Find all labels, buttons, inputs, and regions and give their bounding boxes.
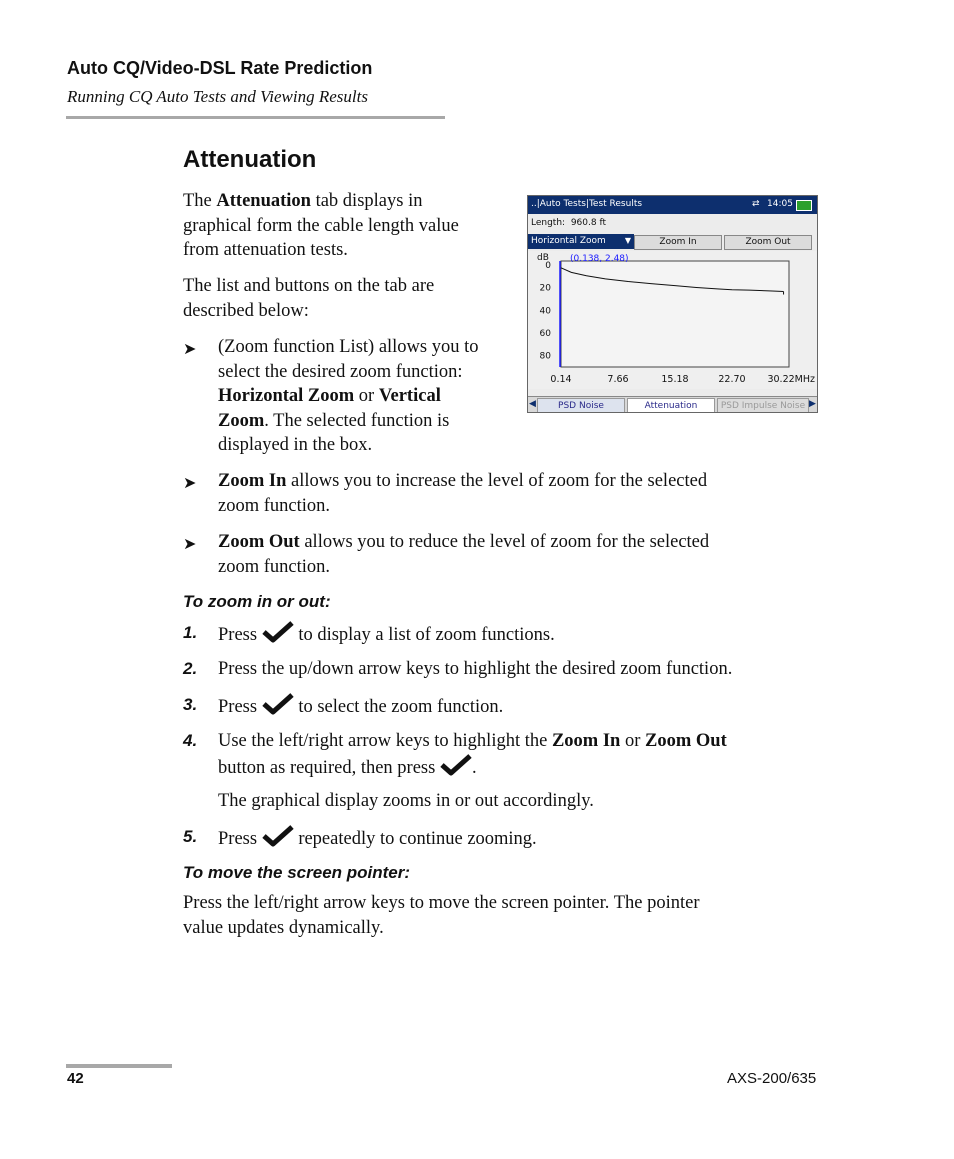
step-1-text: Press to display a list of zoom functions. [218, 621, 555, 648]
sync-icon: ⇄ [752, 199, 760, 209]
checkmark-icon [262, 825, 294, 847]
tab-scroll-right-icon[interactable]: ▶ [809, 399, 816, 409]
zoom-function-select[interactable]: Horizontal Zoom ▼ [528, 234, 634, 249]
x-tick-label: 30.22MHz [767, 374, 815, 385]
device-screenshot [527, 195, 818, 413]
tab-scroll-left-icon[interactable]: ◀ [529, 399, 536, 409]
device-title: ..|Auto Tests|Test Results [531, 199, 643, 209]
step-4-text: Use the left/right arrow keys to highlight the Zoom In or Zoom Out button as required, then press . [218, 731, 727, 778]
pointer-paragraph: Press the left/right arrow keys to move the screen pointer. The pointer value updates dynamically. [183, 893, 700, 938]
tab-psd-noise[interactable]: PSD Noise [537, 398, 625, 413]
section-title: Attenuation [183, 146, 317, 173]
bullet-arrow-icon: ➤ [183, 475, 197, 492]
tab-bar [528, 396, 817, 413]
x-tick-label: 15.18 [661, 374, 689, 385]
step-number: 5. [183, 827, 198, 846]
x-tick-label: 7.66 [607, 374, 629, 385]
header-rule [66, 116, 445, 119]
zoom-procedure-heading: To zoom in or out: [183, 592, 331, 611]
zoom-in-button[interactable]: Zoom In [634, 235, 722, 250]
product-model: AXS-200/635 [727, 1070, 817, 1087]
cursor-readout: (0.138, 2.48) [570, 254, 629, 264]
running-header-title: Auto CQ/Video-DSL Rate Prediction [67, 58, 373, 78]
footer-rule [66, 1064, 172, 1068]
step-3-text: Press to select the zoom function. [218, 693, 503, 720]
checkmark-icon [262, 621, 294, 643]
y-tick-label: 60 [539, 329, 551, 339]
list-intro-paragraph: The list and buttons on the tab are described below: [183, 276, 435, 321]
zoom-out-button[interactable]: Zoom Out [724, 235, 812, 250]
intro-paragraph: The Attenuation tab displays in graphical form the cable length value from attenuation tests. [183, 191, 459, 260]
device-titlebar [528, 196, 817, 214]
tab-attenuation[interactable]: Attenuation [627, 398, 715, 413]
step-number: 1. [183, 623, 198, 642]
x-tick-label: 22.70 [718, 374, 746, 385]
length-readout: Length: 960.8 ft [531, 218, 606, 228]
running-header-subtitle: Running CQ Auto Tests and Viewing Results [67, 87, 368, 106]
bullet-arrow-icon: ➤ [183, 536, 197, 553]
checkmark-icon [440, 754, 472, 776]
step-4-note: The graphical display zooms in or out accordingly. [218, 791, 594, 811]
dropdown-arrow-icon: ▼ [624, 236, 631, 245]
device-clock: 14:05 [767, 199, 793, 209]
bullet-zoom-in: Zoom In allows you to increase the level of zoom for the selected zoom function. [218, 471, 708, 516]
pointer-procedure-heading: To move the screen pointer: [183, 863, 411, 882]
battery-icon [796, 200, 812, 211]
tab-psd-impulse-noise[interactable]: PSD Impulse Noise [717, 398, 809, 413]
y-tick-label: 40 [539, 306, 551, 317]
bullet-zoom-function-list: (Zoom function List) allows you to select the desired zoom function: Horizontal Zoom or Vertical Zoom. The selected function is displayed in the box. [218, 337, 479, 455]
y-tick-label: 20 [539, 283, 551, 294]
step-number: 3. [183, 695, 198, 714]
y-tick-label: 0 [545, 261, 551, 271]
y-tick-label: 80 [539, 351, 551, 362]
x-tick-label: 0.14 [550, 374, 572, 385]
step-2-text: Press the up/down arrow keys to highlight the desired zoom function. [218, 659, 733, 679]
page-number: 42 [67, 1070, 84, 1087]
step-number: 2. [183, 659, 198, 678]
bullet-zoom-out: Zoom Out allows you to reduce the level of zoom for the selected zoom function. [218, 532, 710, 577]
bullet-arrow-icon: ➤ [183, 341, 197, 358]
y-axis-label: dB [537, 253, 549, 263]
checkmark-icon [262, 693, 294, 715]
step-5-text: Press repeatedly to continue zooming. [218, 825, 537, 852]
attenuation-chart [528, 251, 817, 389]
step-number: 4. [183, 731, 198, 750]
